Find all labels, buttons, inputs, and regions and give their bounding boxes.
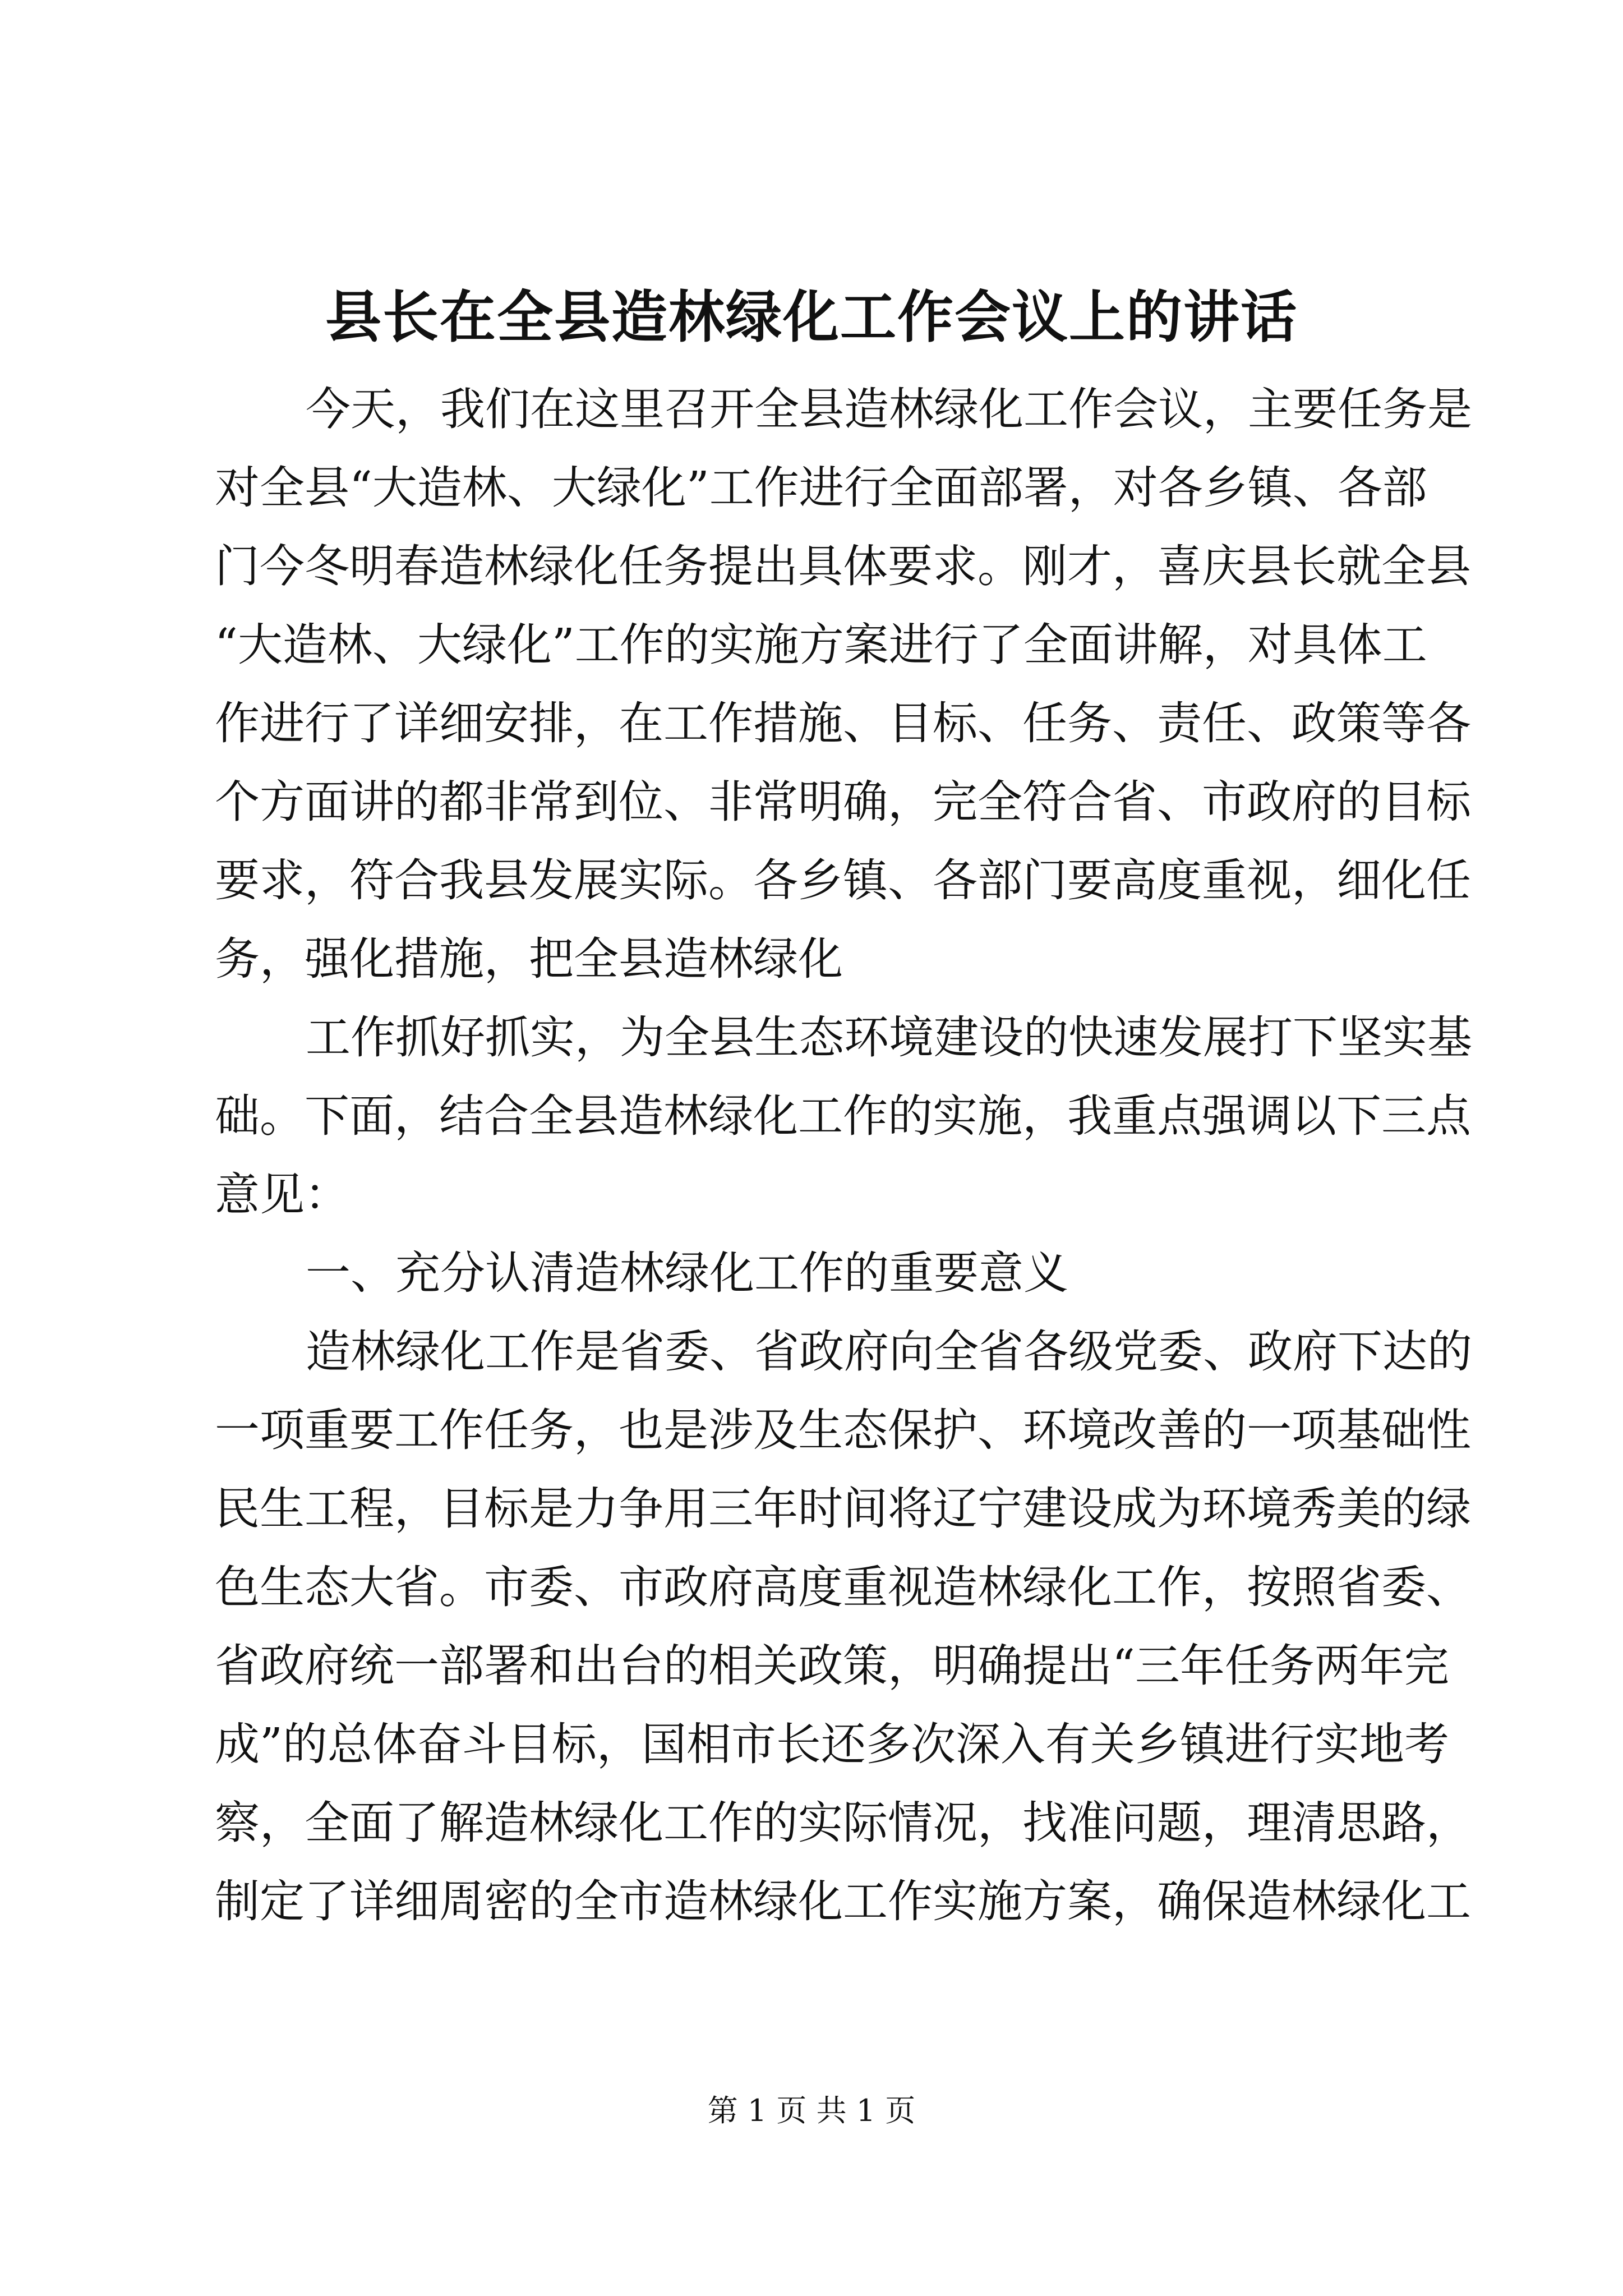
body-line: 察，全面了解造林绿化工作的实际情况，找准问题，理清思路， <box>215 1797 1471 1849</box>
body-line: 色生态大省。市委、市政府高度重视造林绿化工作，按照省委、 <box>215 1561 1471 1613</box>
body-line: 工作抓好抓实，为全县生态环境建设的快速发展打下坚实基 <box>306 1011 1472 1064</box>
body-line: 个方面讲的都非常到位、非常明确，完全符合省、市政府的目标 <box>215 776 1471 828</box>
body-line: 造林绿化工作是省委、省政府向全省各级党委、政府下达的 <box>306 1326 1472 1378</box>
body-line: 门今冬明春造林绿化任务提出具体要求。刚才，喜庆县长就全县 <box>215 540 1471 592</box>
body-line: “大造林、大绿化”工作的实施方案进行了全面讲解，对具体工 <box>215 619 1427 671</box>
body-line: 今天，我们在这里召开全县造林绿化工作会议，主要任务是 <box>306 383 1472 435</box>
body-line: 对全县“大造林、大绿化”工作进行全面部署，对各乡镇、各部 <box>215 462 1427 514</box>
body-line: 民生工程，目标是力争用三年时间将辽宁建设成为环境秀美的绿 <box>215 1483 1471 1535</box>
body-line: 要求，符合我县发展实际。各乡镇、各部门要高度重视，细化任 <box>215 854 1471 907</box>
document-title: 县长在全县造林绿化工作会议上的讲话 <box>325 284 1298 350</box>
body-line: 成”的总体奋斗目标，国相市长还多次深入有关乡镇进行实地考 <box>215 1718 1449 1770</box>
body-line: 作进行了详细安排，在工作措施、目标、任务、责任、政策等各 <box>215 697 1471 749</box>
body-line: 础。下面，结合全县造林绿化工作的实施，我重点强调以下三点 <box>215 1090 1471 1142</box>
section-heading: 一、充分认清造林绿化工作的重要意义 <box>306 1247 1068 1299</box>
body-line: 意见： <box>215 1168 349 1221</box>
page-footer: 第 1 页 共 1 页 <box>707 2093 916 2128</box>
body-line: 务，强化措施，把全县造林绿化 <box>215 933 843 985</box>
body-line: 一项重要工作任务，也是涉及生态保护、环境改善的一项基础性 <box>215 1404 1471 1456</box>
body-line: 省政府统一部署和出台的相关政策，明确提出“三年任务两年完 <box>215 1640 1449 1692</box>
body-line: 制定了详细周密的全市造林绿化工作实施方案，确保造林绿化工 <box>215 1875 1471 1927</box>
